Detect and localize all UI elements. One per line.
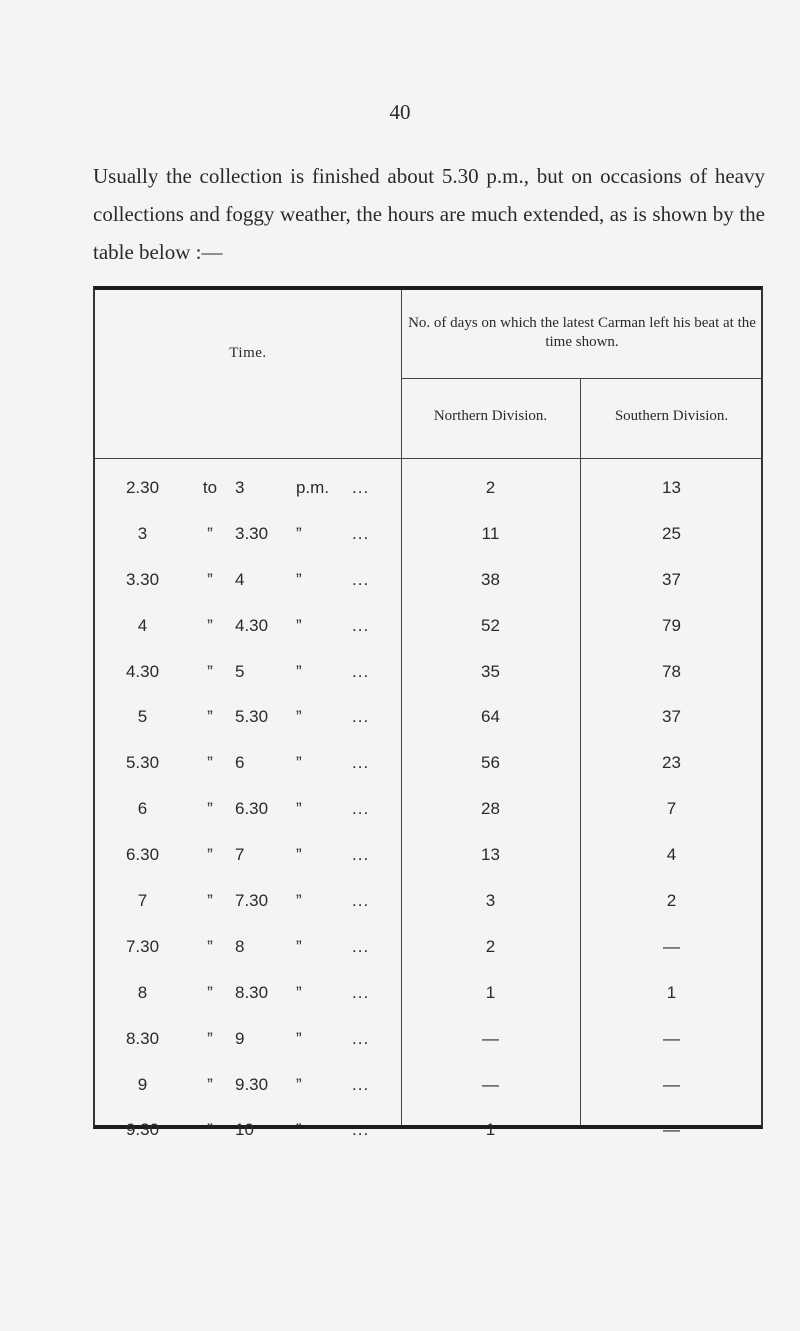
southern-count: 7 [666, 799, 677, 819]
time-unit: ” [296, 1028, 302, 1048]
time-unit: ” [296, 569, 302, 589]
table-row [95, 779, 761, 825]
leader-dots: ... [352, 523, 370, 543]
time-from: 3 [137, 523, 148, 543]
time-to: 6 [235, 753, 245, 773]
southern-count: 37 [662, 707, 681, 727]
time-to: 7 [235, 845, 245, 865]
northern-count: 13 [481, 845, 500, 865]
time-from: 3.30 [125, 569, 160, 589]
time-from: 6 [137, 799, 148, 819]
southern-count: — [663, 1074, 680, 1094]
northern-count: 2 [485, 478, 496, 497]
northern-count: 2 [485, 936, 496, 956]
header-days-group: No. of days on which the latest Carman left his beat at the time shown. [408, 315, 756, 350]
time-to: 10 [235, 1120, 254, 1140]
northern-count: 1 [485, 1120, 496, 1140]
time-connector: ” [207, 615, 213, 635]
leader-dots: ... [352, 569, 370, 589]
time-unit: ” [296, 661, 302, 681]
carman-times-table [93, 286, 763, 1140]
time-connector: ” [207, 1028, 213, 1048]
southern-count: 37 [662, 569, 681, 589]
page-number: 40 [389, 100, 411, 124]
table-row [95, 733, 761, 779]
time-from: 4.30 [125, 661, 160, 681]
northern-count: 3 [485, 891, 496, 911]
leader-dots: ... [352, 891, 370, 911]
leader-dots: ... [352, 1028, 370, 1048]
table-row [95, 917, 761, 963]
leader-dots: ... [352, 1120, 370, 1140]
time-connector: ” [207, 936, 213, 956]
southern-count: 78 [662, 661, 681, 681]
time-connector: ” [207, 845, 213, 865]
time-to: 3 [235, 478, 245, 497]
leader-dots: ... [352, 936, 370, 956]
table-row [95, 687, 761, 733]
time-to: 6.30 [235, 799, 269, 819]
time-unit: ” [296, 845, 302, 865]
northern-count: 28 [481, 799, 500, 819]
time-to: 4.30 [235, 615, 269, 635]
time-to: 5.30 [235, 707, 269, 727]
time-unit: ” [296, 891, 302, 911]
table-row [95, 1100, 761, 1146]
southern-count: 79 [662, 615, 681, 635]
leader-dots: ... [352, 615, 370, 635]
time-to: 9 [235, 1028, 245, 1048]
time-unit: ” [296, 1120, 302, 1140]
southern-count: 23 [662, 753, 681, 773]
southern-count: 4 [666, 845, 677, 865]
time-connector: ” [207, 982, 213, 1002]
leader-dots: ... [352, 799, 370, 819]
time-to: 3.30 [235, 523, 269, 543]
northern-count: 35 [481, 661, 500, 681]
time-from: 7.30 [125, 936, 160, 956]
table-row [95, 825, 761, 871]
header-group-rule [401, 378, 761, 379]
northern-count: 38 [481, 569, 500, 589]
time-connector: ” [207, 1120, 213, 1140]
time-unit: ” [296, 936, 302, 956]
northern-count: 56 [481, 753, 500, 773]
table-row [95, 550, 761, 596]
time-unit: ” [296, 1074, 302, 1094]
northern-count: 11 [481, 523, 500, 543]
intro-paragraph: Usually the collection is finished about 5.30 p.m., but on occasions of heavy collections and foggy weather, the hours are much extended, as is shown by the table below :— [93, 164, 765, 264]
time-from: 4 [137, 615, 148, 635]
time-from: 2.30 [125, 478, 160, 497]
northern-count: — [482, 1074, 499, 1094]
leader-dots: ... [352, 707, 370, 727]
time-unit: ” [296, 707, 302, 727]
time-unit: ” [296, 982, 302, 1002]
time-unit: ” [296, 753, 302, 773]
northern-count: 64 [481, 707, 500, 727]
southern-count: 1 [666, 982, 677, 1002]
time-to: 8.30 [235, 982, 269, 1002]
table-row [95, 1055, 761, 1101]
time-connector: ” [207, 891, 213, 911]
time-from: 5 [137, 707, 148, 727]
time-to: 8 [235, 936, 245, 956]
leader-dots: ... [352, 661, 370, 681]
time-unit: ” [296, 523, 302, 543]
time-from: 8.30 [125, 1028, 160, 1048]
time-to: 5 [235, 661, 245, 681]
time-to: 4 [235, 569, 245, 589]
header-southern-division: Southern Division. [614, 408, 729, 424]
table-row [95, 504, 761, 550]
table-row [95, 458, 761, 504]
time-from: 8 [137, 982, 148, 1002]
time-unit: ” [296, 615, 302, 635]
southern-count: 25 [662, 523, 681, 543]
table-row [95, 1009, 761, 1055]
table-row [95, 963, 761, 1009]
time-connector: ” [207, 799, 213, 819]
table-row [95, 871, 761, 917]
time-unit: ” [296, 799, 302, 819]
table-row [95, 596, 761, 642]
leader-dots: ... [352, 478, 370, 497]
time-connector: ” [207, 569, 213, 589]
time-connector: ” [207, 523, 213, 543]
leader-dots: ... [352, 1074, 370, 1094]
leader-dots: ... [352, 753, 370, 773]
time-connector: ” [207, 707, 213, 727]
southern-count: 13 [662, 478, 681, 497]
time-from: 9 [137, 1074, 148, 1094]
time-connector: ” [207, 1074, 213, 1094]
northern-count: 1 [485, 982, 496, 1002]
southern-count: — [663, 1028, 680, 1048]
header-northern-division: Northern Division. [433, 408, 548, 424]
northern-count: 52 [481, 615, 500, 635]
time-connector: ” [207, 753, 213, 773]
time-to: 9.30 [235, 1074, 269, 1094]
time-from: 5.30 [125, 753, 160, 773]
time-unit: p.m. [296, 478, 330, 497]
time-from: 9.30 [125, 1120, 160, 1140]
leader-dots: ... [352, 982, 370, 1002]
time-connector: to [202, 478, 218, 497]
table-row [95, 642, 761, 688]
southern-count: — [663, 936, 680, 956]
leader-dots: ... [352, 845, 370, 865]
time-from: 6.30 [125, 845, 160, 865]
time-to: 7.30 [235, 891, 269, 911]
time-from: 7 [137, 891, 148, 911]
header-time: Time. [229, 345, 267, 361]
time-connector: ” [207, 661, 213, 681]
southern-count: — [663, 1120, 680, 1140]
southern-count: 2 [666, 891, 677, 911]
northern-count: — [482, 1028, 499, 1048]
table-body [95, 458, 761, 1146]
